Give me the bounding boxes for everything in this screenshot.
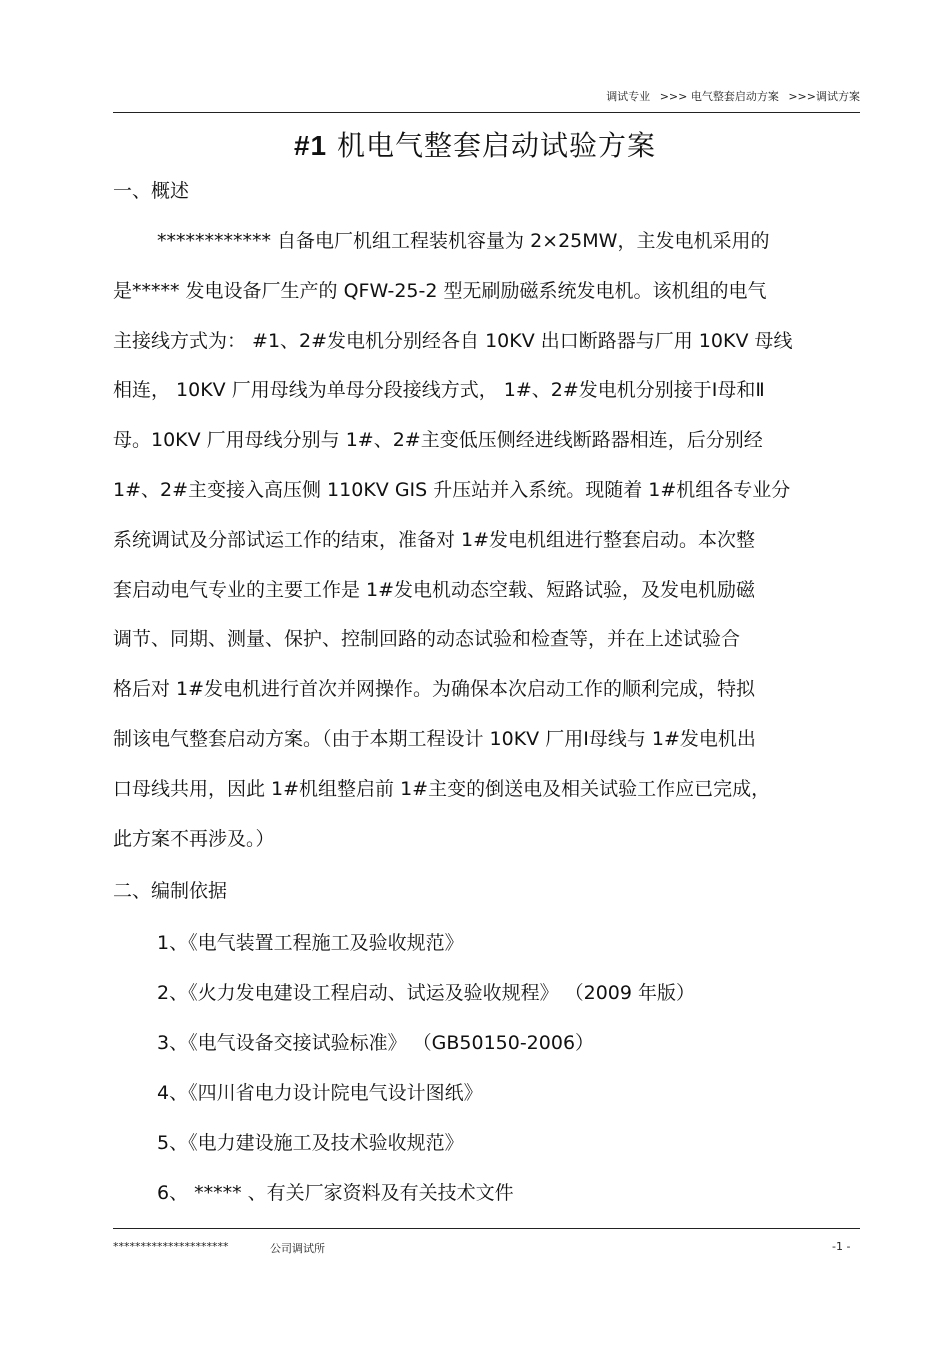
list-item: 4、《四川省电力设计院电气设计图纸》	[157, 1082, 483, 1104]
paragraph-line: 主接线方式为： #1、2#发电机分别经各自 10KV 出口断路器与厂用 10KV 母线	[113, 329, 793, 352]
document-title	[0, 124, 950, 164]
list-item: 6、 ***** 、有关厂家资料及有关技术文件	[157, 1182, 514, 1204]
header-breadcrumb-2: >>>调试方案	[788, 90, 860, 103]
header-category: 调试专业	[606, 90, 651, 103]
paragraph-line: 是***** 发电设备厂生产的 QFW-25-2 型无刷励磁系统发电机。该机组的电气	[113, 279, 767, 302]
page-header	[113, 88, 860, 113]
paragraph-line: 套启动电气专业的主要工作是 1#发电机动态空载、短路试验，及发电机励磁	[113, 578, 756, 601]
title-prefix: #1	[293, 130, 328, 161]
footer-company-mask: *********************	[113, 1240, 229, 1253]
title-text: 机电气整套启动试验方案	[327, 129, 657, 162]
paragraph-line: 制该电气整套启动方案。（由于本期工程设计 10KV 厂用Ⅰ母线与 1#发电机出	[113, 727, 756, 750]
footer-divider	[113, 1228, 860, 1229]
section-heading-basis: 二、编制依据	[113, 880, 228, 902]
paragraph-line: 母。10KV 厂用母线分别与 1#、2#主变低压侧经进线断路器相连，后分别经	[113, 429, 763, 452]
basis-list	[157, 918, 695, 1218]
paragraph-line: 相连， 10KV 厂用母线为单母分段接线方式， 1#、2#发电机分别接于Ⅰ母和Ⅱ	[113, 379, 765, 402]
paragraph-line: ************ 自备电厂机组工程装机容量为 2×25MW，主发电机采用的	[157, 230, 770, 252]
paragraph-line: 口母线共用，因此 1#机组整启前 1#主变的倒送电及相关试验工作应已完成，	[113, 777, 771, 800]
paragraph-line: 格后对 1#发电机进行首次并网操作。为确保本次启动工作的顺利完成，特拟	[113, 678, 756, 701]
footer-page-number: -1 -	[832, 1240, 851, 1253]
list-item: 2、《火力发电建设工程启动、试运及验收规程》 （2009 年版）	[157, 982, 696, 1004]
paragraph-line: 调节、同期、测量、保护、控制回路的动态试验和检查等，并在上述试验合	[113, 628, 741, 651]
header-breadcrumb-1: >>> 电气整套启动方案	[659, 90, 779, 103]
paragraph-line: 系统调试及分部试运工作的结束，准备对 1#发电机组进行整套启动。本次整	[113, 528, 756, 551]
overview-paragraph	[113, 217, 863, 864]
list-item: 5、《电力建设施工及技术验收规范》	[157, 1132, 464, 1154]
paragraph-line: 1#、2#主变接入高压侧 110KV GIS 升压站并入系统。现随着 1#机组各专业分	[113, 478, 791, 501]
paragraph-line: 此方案不再涉及。）	[113, 827, 275, 850]
section-heading-overview: 一、概述	[113, 180, 190, 202]
list-item: 3、《电气设备交接试验标准》 （GB50150-2006）	[157, 1032, 595, 1054]
footer-department: 公司调试所	[270, 1242, 325, 1255]
list-item: 1、《电气装置工程施工及验收规范》	[157, 932, 464, 954]
